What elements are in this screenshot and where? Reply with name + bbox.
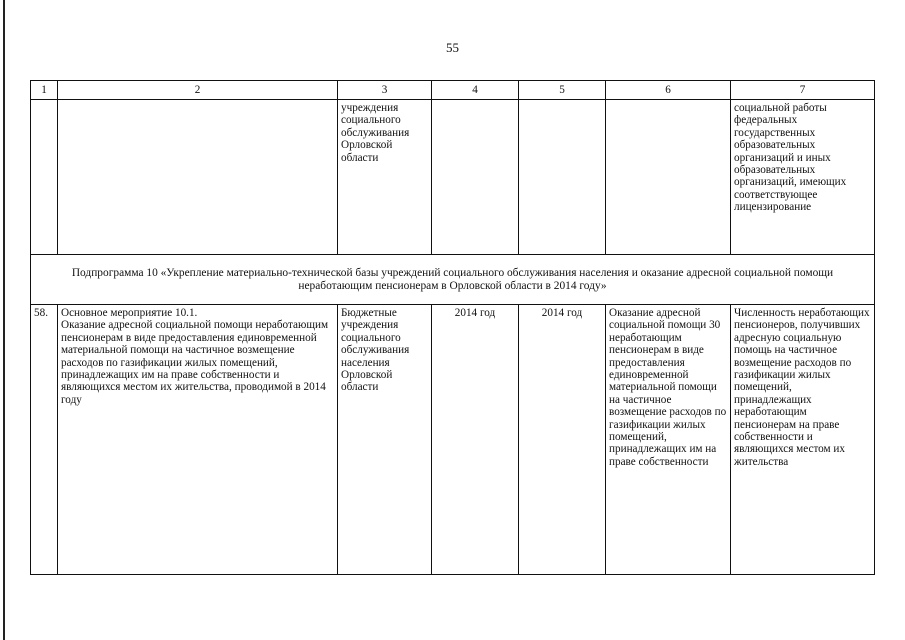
column-header: 5 <box>519 81 606 100</box>
page-number: 55 <box>446 40 459 55</box>
measure-description: Оказание адресной социальной помощи неработающим пенсионерам в виде предоставления единовременной материальной помощи на частичное возмещение расходов по газификации жилых помещений, принадлежащих им на праве собственности и являющихся местом их жительства, проводимой в 2014 году <box>61 319 329 406</box>
result-cell: Оказание адресной социальной помощи 30 неработающим пенсионерам в виде предоставления единовременной материальной помощи на частичное возмещение расходов по газификации жилых помещений, принадлежащих им на праве собственности <box>606 305 731 575</box>
continuation-row <box>31 100 875 255</box>
end-year-cell: 2014 год <box>519 305 606 575</box>
indicator-cell: социальной работы федеральных государственных образовательных организаций и иных образовательных организаций, имеющих соответствующее лицензирование <box>731 100 875 255</box>
column-header: 7 <box>731 81 875 100</box>
column-header: 1 <box>31 81 58 100</box>
table-cell <box>31 100 58 255</box>
column-header: 6 <box>606 81 731 100</box>
measure-cell <box>58 305 338 575</box>
table-row <box>31 305 875 575</box>
table-cell <box>519 100 606 255</box>
table-cell <box>58 100 338 255</box>
executor-cell: Бюджетные учреждения социального обслуживания населения Орловской области <box>338 305 432 575</box>
start-year-cell: 2014 год <box>432 305 519 575</box>
column-header: 4 <box>432 81 519 100</box>
subprogram-heading: Подпрограмма 10 «Укрепление материально-технической базы учреждений социального обслуживания населения и оказание адресной социальной помощи неработающим пенсионерам в Орловской области в 2014 году» <box>31 255 875 305</box>
table-cell <box>606 100 731 255</box>
column-number-row <box>31 81 875 100</box>
executor-cell: учреждения социального обслуживания Орловской области <box>338 100 432 255</box>
subprogram-row <box>31 255 875 305</box>
indicator-cell: Численность неработающих пенсионеров, получивших адресную социальную помощь на частичное возмещение расходов по газификации жилых помещений, принадлежащих неработающим пенсионерам на праве собственности и являющихся местом их жительства <box>731 305 875 575</box>
column-header: 3 <box>338 81 432 100</box>
program-table <box>30 80 875 575</box>
page-edge-rule <box>3 0 5 640</box>
column-header: 2 <box>58 81 338 100</box>
measure-title: Основное мероприятие 10.1. <box>61 307 198 319</box>
table-cell <box>432 100 519 255</box>
row-number: 58. <box>31 305 58 575</box>
